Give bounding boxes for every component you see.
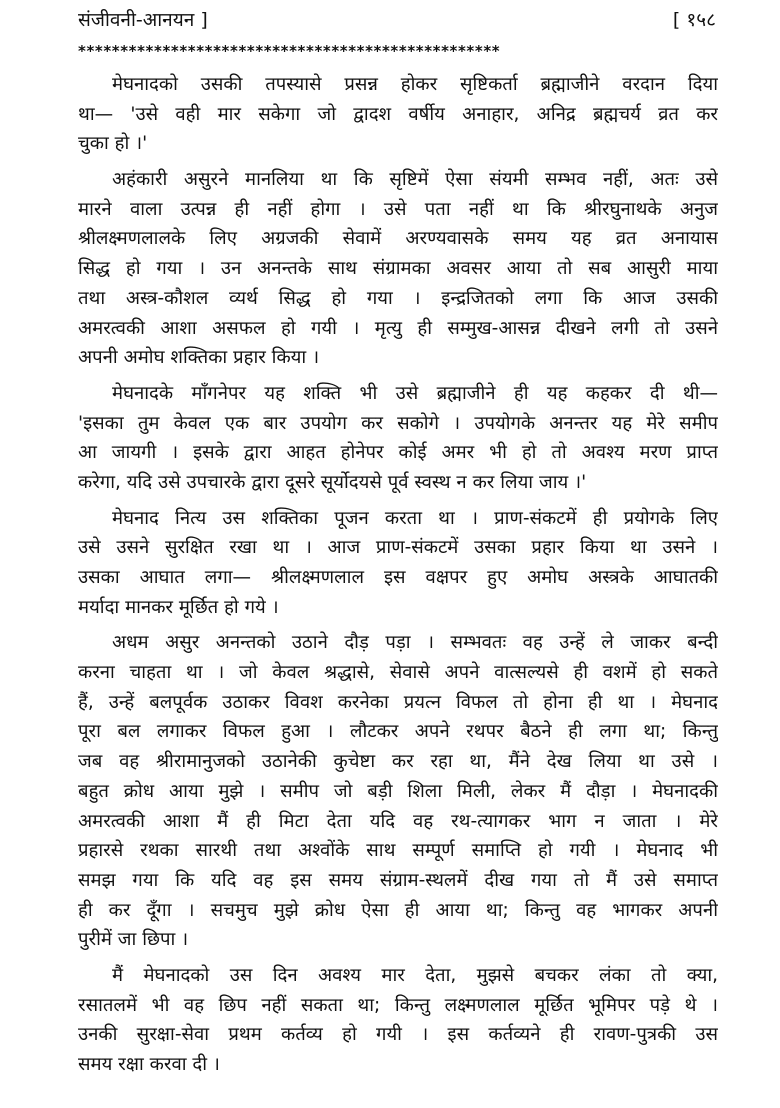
text-line: मेघनाद नित्य उस शक्तिका पूजन करता था । प्राण-संकटमें ही प्रयोगके लिए [112, 507, 718, 529]
text-line: था— 'उसे वही मार सकेगा जो द्वादश वर्षीय अनाहार, अनिद्र ब्रह्मचर्य व्रत कर [78, 103, 718, 125]
text-line: अपनी अमोघ शक्तिका प्रहार किया । [78, 347, 320, 369]
text-line: रसातलमें भी वह छिप नहीं सकता था; किन्तु लक्ष्मणलाल मूर्छित भूमिपर पड़े थे । [78, 994, 718, 1016]
paragraph [78, 628, 718, 955]
text-line: चुका हो ।' [78, 133, 148, 155]
text-line: 'इसका तुम केवल एक बार उपयोग कर सकोगे । उपयोगके अनन्तर यह मेरे समीप [78, 412, 718, 434]
text-line: उसे उसने सुरक्षित रखा था । आज प्राण-संकटमें उसका प्रहार किया था उसने । [78, 537, 718, 559]
text-line: मर्यादा मानकर मूर्छित हो गये । [78, 596, 279, 618]
text-line: मारने वाला उत्पन्न ही नहीं होगा । उसे पता नहीं था कि श्रीरघुनाथके अनुज [78, 198, 718, 220]
text-line: मेघनादके माँगनेपर यह शक्ति भी उसे ब्रह्माजीने ही यह कहकर दी थी— [112, 382, 718, 404]
paragraph [78, 504, 718, 623]
text-line: आ जायगी । इसके द्वारा आहत होनेपर कोई अमर भी हो तो अवश्य मरण प्राप्त [78, 442, 718, 464]
paragraph [78, 379, 718, 498]
chapter-title: संजीवनी-आनयन ] [78, 9, 208, 31]
text-line: अधम असुर अनन्तको उठाने दौड़ पड़ा । सम्भवतः वह उन्हें ले जाकर बन्दी [112, 632, 718, 654]
text-line: अहंकारी असुरने मानलिया था कि सृष्टिमें ऐसा संयमी सम्भव नहीं, अतः उसे [112, 169, 718, 191]
text-line: उसका आघात लगा— श्रीलक्ष्मणलाल इस वक्षपर हुए अमोघ अस्त्रके आघातकी [78, 567, 718, 588]
text-line: श्रीलक्ष्मणलालके लिए अग्रजकी सेवामें अरण्यवासके समय यह व्रत अनायास [78, 228, 718, 250]
paragraph [78, 961, 718, 1080]
text-line: उनकी सुरक्षा-सेवा प्रथम कर्तव्य हो गयी । इस कर्तव्यने ही रावण-पुत्रकी उस [78, 1024, 718, 1046]
page-body [78, 70, 718, 1086]
text-line: मेघनादको उसकी तपस्यासे प्रसन्न होकर सृष्टिकर्ता ब्रह्माजीने वरदान दिया [112, 74, 718, 95]
text-line: समय रक्षा करवा दी । [78, 1054, 220, 1075]
running-header [78, 6, 716, 36]
text-line: करेगा, यदि उसे उपचारके द्वारा दूसरे सूर्योदयसे पूर्व स्वस्थ न कर लिया जाय ।' [78, 471, 587, 493]
text-line: तथा अस्त्र-कौशल व्यर्थ सिद्ध हो गया । इन्द्रजितको लगा कि आज उसकी [78, 287, 718, 309]
text-line: करना चाहता था । जो केवल श्रद्धासे, सेवासे अपने वात्सल्यसे ही वशमें हो सकते [78, 662, 718, 684]
text-line: बहुत क्रोध आया मुझे । समीप जो बड़ी शिला मिली, लेकर मैं दौड़ा । मेघनादकी [78, 780, 718, 802]
text-line: पूरा बल लगाकर विफल हुआ । लौटकर अपने रथपर बैठने ही लगा था; किन्तु [78, 721, 718, 743]
text-line: मैं मेघनादको उस दिन अवश्य मार देता, मुझसे बचकर लंका तो क्या, [112, 964, 718, 986]
page-number: [ १५८ [672, 9, 716, 31]
paragraph [78, 165, 718, 373]
text-line: पुरीमें जा छिपा । [78, 929, 189, 951]
text-line: अमरत्वकी आशा मैं ही मिटा देता यदि वह रथ-त्यागकर भाग न जाता । मेरे [78, 810, 718, 832]
paragraph [78, 70, 718, 159]
text-line: हैं, उन्हें बलपूर्वक उठाकर विवश करनेका प्रयत्न विफल तो होना ही था । मेघनाद [78, 691, 718, 713]
text-line: अमरत्वकी आशा असफल हो गयी । मृत्यु ही सम्मुख-आसन्न दीखने लगी तो उसने [78, 317, 718, 339]
text-line: सिद्ध हो गया । उन अनन्तके साथ संग्रामका अवसर आया तो सब आसुरी माया [78, 258, 718, 280]
separator-rule: ************************************************** [78, 42, 501, 60]
text-line: समझ गया कि यदि वह इस समय संग्राम-स्थलमें दीख गया तो मैं उसे समाप्त [78, 869, 718, 891]
text-line: जब वह श्रीरामानुजको उठानेकी कुचेष्टा कर रहा था, मैंने देख लिया था उसे । [78, 751, 718, 773]
text-line: प्रहारसे रथका सारथी तथा अश्वोंके साथ सम्पूर्ण समाप्ति हो गयी । मेघनाद भी [78, 840, 718, 862]
text-line: ही कर दूँगा । सचमुच मुझे क्रोध ऐसा ही आया था; किन्तु वह भागकर अपनी [78, 899, 718, 921]
